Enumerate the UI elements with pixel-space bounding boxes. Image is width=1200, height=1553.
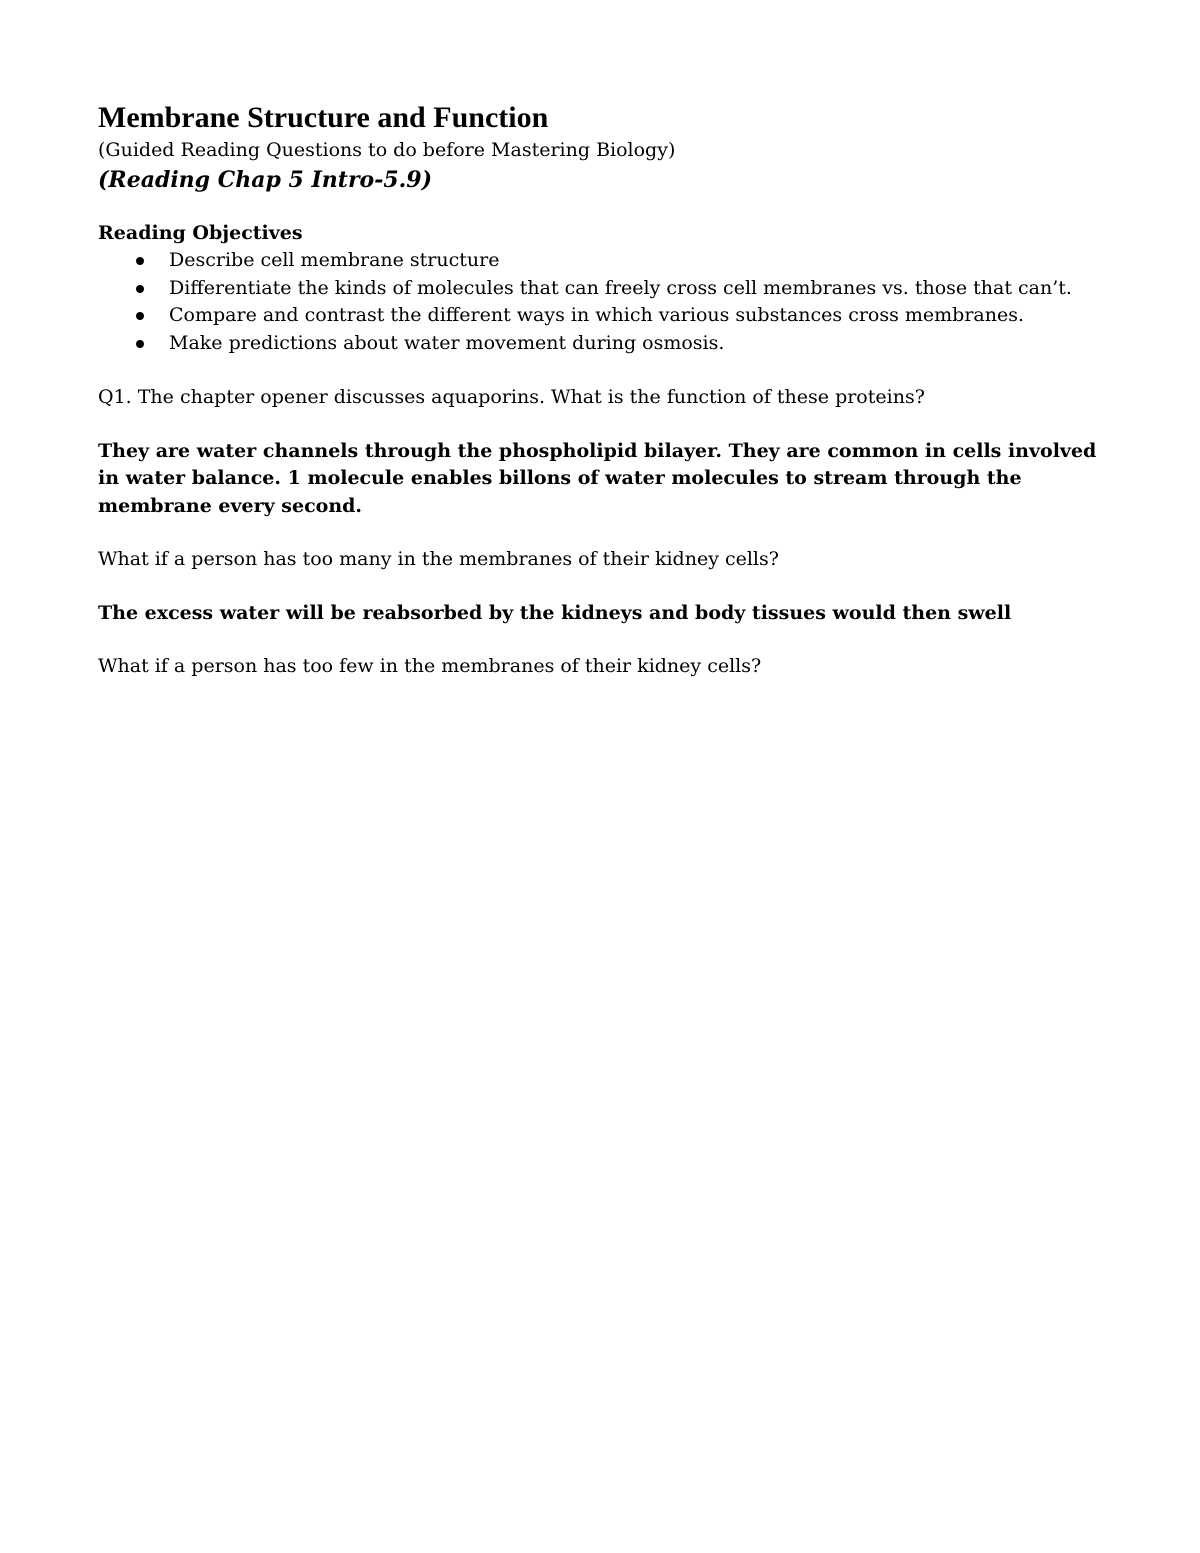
- objectives-list: [98, 247, 1098, 357]
- objective-text: Compare and contrast the different ways in which various substances cross membranes.: [169, 304, 1025, 326]
- objective-text: Differentiate the kinds of molecules that can freely cross cell membranes vs. those that can’t.: [169, 276, 1072, 299]
- document-title: Membrane Structure and Function: [98, 101, 549, 134]
- question-2: What if a person has too many in the membranes of their kidney cells?: [98, 548, 779, 570]
- objective-item: [98, 330, 1098, 358]
- objectives-heading: Reading Objectives: [98, 222, 303, 244]
- answer-2: The excess water will be reabsorbed by the kidneys and body tissues would then swell: [98, 601, 1012, 624]
- objective-text: Make predictions about water movement during osmosis.: [169, 331, 725, 354]
- objective-item: [98, 247, 1098, 275]
- reading-chapter: (Reading Chap 5 Intro-5.9): [98, 167, 433, 193]
- question-1: Q1. The chapter opener discusses aquaporins. What is the function of these proteins?: [98, 386, 925, 408]
- objective-text: Describe cell membrane structure: [169, 249, 500, 271]
- bullet-icon: [136, 312, 144, 320]
- objective-item: [98, 275, 1098, 303]
- question-3: What if a person has too few in the membranes of their kidney cells?: [98, 655, 762, 677]
- bullet-icon: [136, 285, 144, 293]
- objective-item: [98, 302, 1098, 330]
- bullet-icon: [136, 257, 144, 265]
- bullet-icon: [136, 340, 144, 348]
- document-subtitle: (Guided Reading Questions to do before Mastering Biology): [98, 139, 676, 161]
- answer-1: They are water channels through the phospholipid bilayer. They are common in cells involved in water balance. 1 molecule enables billons of water molecules to stream through the membrane every second.: [98, 439, 1097, 517]
- document-page: [98, 100, 1098, 681]
